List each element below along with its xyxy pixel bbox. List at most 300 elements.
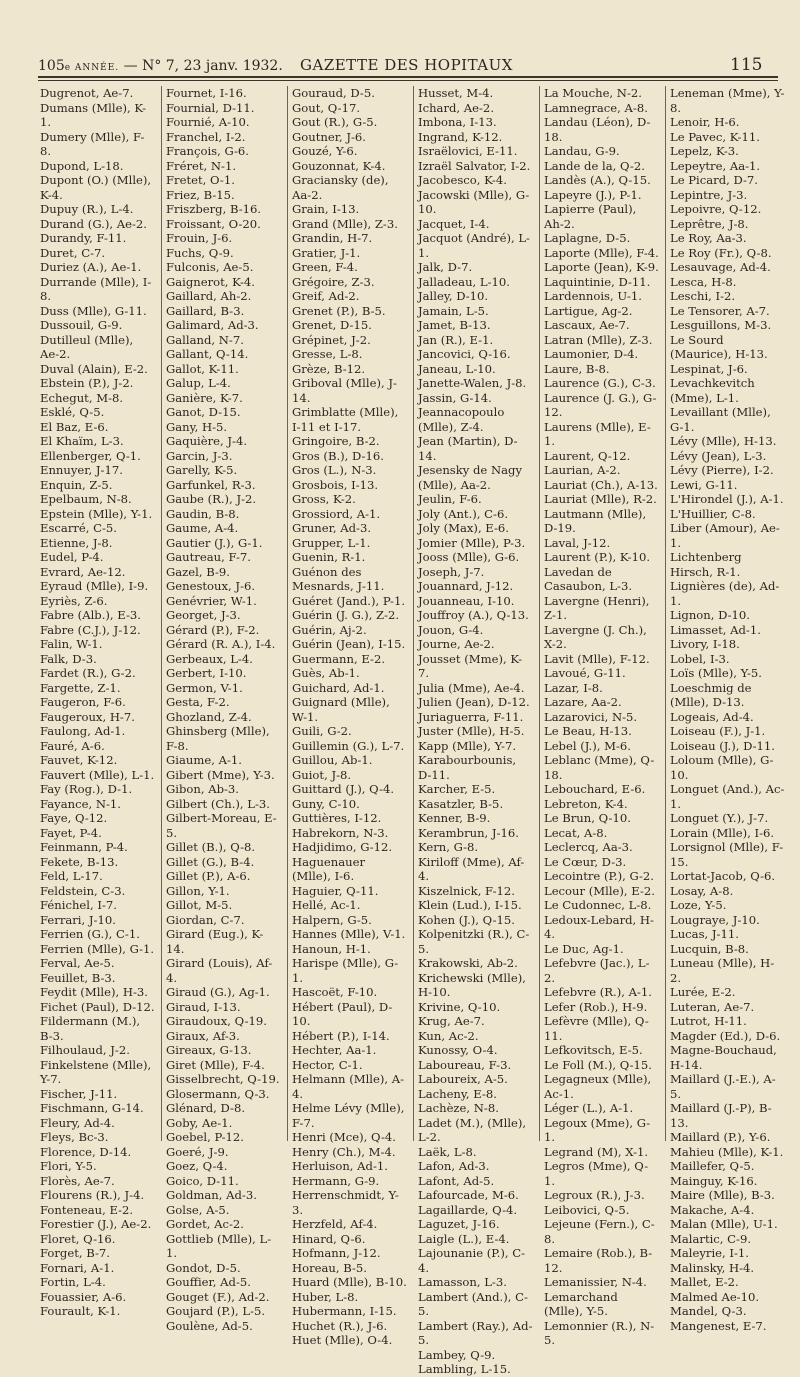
index-entry: Lautmann (Mlle), D-19.	[544, 506, 647, 535]
index-entry: Gillet (B.), Q-8.	[166, 840, 256, 854]
index-entry: Lejeune (Fern.), C-8.	[544, 1217, 655, 1246]
index-entry: Laurence (G.), C-3.	[544, 376, 656, 390]
index-entry: Gaquière, J-4.	[166, 434, 248, 448]
index-entry: Hubermann, I-15.	[292, 1304, 397, 1318]
index-entry: Kern, G-8.	[418, 840, 479, 854]
index-entry: Hechter, Aa-1.	[292, 1043, 377, 1057]
index-entry: Gallot, K-11.	[166, 361, 239, 376]
index-entry: Mahieu (Mlle), K-1.	[670, 1144, 784, 1159]
index-entry: Esklé, Q-5.	[40, 405, 105, 419]
index-entry: Lapeyre (J.), P-1.	[544, 187, 642, 202]
index-entry: Laboureau, F-3.	[418, 1057, 512, 1072]
index-entry: Lorain (Mlle), I-6.	[670, 825, 775, 840]
index-entry: Jomier (Mlle), P-3.	[418, 535, 526, 550]
index-entry: Goby, Ae-1.	[166, 1115, 233, 1130]
index-entry: Feinmann, P-4.	[40, 840, 128, 854]
index-entry: Malartic, C-9.	[670, 1231, 752, 1246]
index-entry: Feldstein, C-3.	[40, 883, 126, 898]
index-entry: Gresse, L-8.	[292, 347, 363, 361]
index-entry: Huet (Mlle), O-4.	[292, 1333, 393, 1347]
index-entry: Gilbert-Moreau, E-5.	[166, 811, 277, 840]
index-entry: Goldman, Ad-3.	[166, 1188, 257, 1202]
index-entry: Janeau, L-10.	[418, 361, 496, 376]
index-entry: Hascoët, F-10.	[292, 985, 378, 999]
index-entry: Le Cœur, D-3.	[544, 854, 627, 869]
index-entry: Lévy (Jean), L-3.	[670, 448, 767, 463]
index-entry: El Khaïm, L-3.	[40, 434, 124, 448]
index-entry: Escarré, C-5.	[40, 521, 117, 535]
index-entry: Ferrien (Mlle), G-1.	[40, 941, 155, 956]
index-entry: Lardennois, U-1.	[544, 289, 642, 303]
index-entry: Guenin, R-1.	[292, 550, 366, 564]
index-entry: Loeschmig de (Mlle), D-13.	[670, 680, 752, 709]
index-entry: Gesta, F-2.	[166, 695, 230, 709]
index-entry: Lorsignol (Mlle), F-15.	[670, 840, 784, 869]
index-entry: Fornari, A-1.	[40, 1260, 115, 1275]
index-entry: Gros (B.), D-16.	[292, 448, 384, 463]
index-entry: Le Tensorer, A-7.	[670, 303, 770, 318]
index-entry: Lutrot, H-11.	[670, 1014, 747, 1028]
index-entry: Gouget (F.), Ad-2.	[166, 1289, 270, 1304]
index-entry: Grégoire, Z-3.	[292, 274, 375, 289]
index-entry: Giraux, Af-3.	[166, 1028, 240, 1043]
index-entry: Echegut, M-8.	[40, 390, 124, 405]
index-entry: Lafont, Ad-5.	[418, 1173, 495, 1188]
index-entry: Lafon, Ad-3.	[418, 1159, 490, 1173]
index-entry: Le Roy (Fr.), Q-8.	[670, 245, 772, 260]
index-entry: Mallet, E-2.	[670, 1275, 739, 1289]
column-separator	[539, 86, 540, 1141]
index-entry: Lavergne (Henri), Z-1.	[544, 593, 650, 622]
index-entry: L'Hirondel (J.), A-1.	[670, 492, 784, 506]
index-entry: Harispe (Mlle), G-1.	[292, 956, 399, 985]
index-entry: Flourens (R.), J-4.	[40, 1188, 145, 1202]
index-entry: Ledoux-Lebard, H-4.	[544, 912, 654, 941]
index-entry: Joseph, J-7.	[418, 564, 485, 579]
index-entry: Israëlovici, E-11.	[418, 144, 518, 158]
index-entry: Fleury, Ad-4.	[40, 1115, 115, 1130]
index-entry: Jouon, G-4.	[418, 622, 484, 637]
index-entry: Husset, M-4.	[418, 86, 494, 100]
index-entry: Janette-Walen, J-8.	[418, 376, 527, 390]
index-entry: Laurence (J. G.), G-12.	[544, 390, 657, 419]
index-entry: Lascaux, Ae-7.	[544, 318, 630, 332]
index-entry: Laure, B-8.	[544, 361, 610, 376]
index-entry: Landau, G-9.	[544, 144, 620, 158]
index-entry: Graciansky (de), Aa-2.	[292, 173, 389, 202]
index-entry: Galup, L-4.	[166, 376, 231, 390]
index-entry: Lavit (Mlle), F-12.	[544, 651, 650, 666]
index-entry: Malinsky, H-4.	[670, 1260, 755, 1275]
index-entry: Hanoun, H-1.	[292, 941, 371, 956]
index-entry: Loze, Y-5.	[670, 898, 727, 912]
index-entry: Ganot, D-15.	[166, 405, 241, 419]
index-entry: Enquin, Z-5.	[40, 477, 113, 492]
index-entry: Fauré, A-6.	[40, 738, 105, 753]
index-entry: Leprêtre, J-8.	[670, 216, 749, 231]
index-entry: Le Pavec, K-11.	[670, 129, 760, 144]
index-entry: Loiseau (J.), D-11.	[670, 738, 775, 753]
index-entry: Guiot, J-8.	[292, 767, 352, 782]
index-entry: Fortin, L-4.	[40, 1275, 106, 1289]
index-entry: Giret (Mlle), F-4.	[166, 1057, 265, 1072]
index-entry: Lévy (Mlle), H-13.	[670, 434, 777, 448]
index-entry: Laporte (Mlle), F-4.	[544, 245, 659, 260]
index-entry: Laporte (Jean), K-9.	[544, 260, 659, 274]
index-entry: Lebel (J.), M-6.	[544, 738, 631, 753]
index-entry: Guérin (Jean), I-15.	[292, 637, 406, 651]
index-entry: Gratier, J-1.	[292, 245, 361, 260]
index-entry: Jousset (Mme), K-7.	[418, 651, 523, 680]
index-entry: Klein (Lud.), I-15.	[418, 898, 522, 912]
index-entry: Galimard, Ad-3.	[166, 318, 259, 332]
index-entry: Guillemin (G.), L-7.	[292, 738, 405, 753]
index-entry: Laboureix, A-5.	[418, 1072, 508, 1086]
index-entry: Feydit (Mlle), H-3.	[40, 985, 148, 999]
index-entry: Gérard (P.), F-2.	[166, 622, 260, 637]
index-entry: Hinard, Q-6.	[292, 1231, 366, 1246]
index-entry: Grossiord, A-1.	[292, 506, 381, 521]
index-entry: Gordet, Ac-2.	[166, 1217, 244, 1231]
index-entry: Fouassier, A-6.	[40, 1289, 127, 1304]
index-entry: Galland, N-7.	[166, 332, 244, 347]
index-entry: Jacobesco, K-4.	[418, 173, 507, 187]
index-entry: Laquintinie, D-11.	[544, 274, 651, 289]
index-entry: Guéret (Jand.), P-1.	[292, 593, 406, 608]
index-entry: Landès (A.), Q-15.	[544, 173, 651, 187]
column-separator	[287, 86, 288, 1141]
index-entry: Izraël Salvator, I-2.	[418, 158, 531, 173]
index-entry: Fournié, A-10.	[166, 115, 250, 129]
index-entry: Herrenschmidt, Y-3.	[292, 1188, 399, 1217]
index-entry: Fargette, Z-1.	[40, 680, 121, 695]
index-entry: Jacquet, I-4.	[418, 216, 490, 231]
index-entry: Jan (R.), E-1.	[418, 332, 494, 347]
index-entry: Dupont (O.) (Mlle), K-4.	[40, 173, 152, 202]
index-entry: Laigle (L.), E-4.	[418, 1231, 510, 1246]
index-entry: Helme Lévy (Mlle), F-7.	[292, 1101, 405, 1130]
index-entry: Gérard (R. A.), I-4.	[166, 637, 276, 651]
index-entry: Maleyrie, I-1.	[670, 1246, 749, 1260]
index-entry: Ladet (M.), (Mlle), L-2.	[418, 1115, 527, 1144]
index-entry: Guittard (J.), Q-4.	[292, 782, 395, 796]
index-entry: Garfunkel, R-3.	[166, 477, 256, 492]
index-entry: Glénard, D-8.	[166, 1101, 246, 1115]
index-entry: Grenet, D-15.	[292, 318, 372, 332]
index-entry: Ennuyer, J-17.	[40, 463, 123, 477]
index-entry: Fabre (C.J.), J-12.	[40, 622, 141, 637]
index-entry: Fischmann, G-14.	[40, 1101, 144, 1115]
index-entry: Hébert (P.), I-14.	[292, 1028, 390, 1043]
index-entry: Gerbeaux, L-4.	[166, 651, 253, 666]
index-column-3	[292, 86, 407, 1347]
index-entry: Gross, K-2.	[292, 492, 356, 506]
index-entry: Jeannacopoulo (Mlle), Z-4.	[418, 405, 505, 434]
index-entry: Laguzet, J-16.	[418, 1217, 500, 1231]
index-entry: Guili, G-2.	[292, 724, 352, 738]
index-entry: Fauvet, K-12.	[40, 753, 118, 767]
index-entry: Fauvert (Mlle), L-1.	[40, 767, 155, 782]
index-entry: Fayet, P-4.	[40, 825, 102, 840]
index-entry: Lauriat (Mlle), R-2.	[544, 492, 657, 506]
index-entry: Le Foll (M.), Q-15.	[544, 1057, 652, 1072]
index-entry: Lobel, I-3.	[670, 651, 730, 666]
index-entry: Gallant, Q-14.	[166, 347, 249, 361]
index-entry: Haguier, Q-11.	[292, 883, 379, 898]
index-entry: Genestoux, J-6.	[166, 579, 256, 593]
index-entry: Forget, B-7.	[40, 1246, 110, 1260]
index-entry: Kiszelnick, F-12.	[418, 883, 515, 898]
index-entry: Leschi, I-2.	[670, 289, 736, 303]
index-entry: Faugeroux, H-7.	[40, 709, 135, 724]
index-entry: Joly (Ant.), C-6.	[418, 506, 509, 521]
index-entry: Gruner, Ad-3.	[292, 521, 372, 535]
index-entry: Laurian, A-2.	[544, 463, 621, 477]
header-rule-thin	[38, 80, 778, 81]
index-entry: Luneau (Mlle), H-2.	[670, 956, 775, 985]
index-entry: Leneman (Mme), Y-8.	[670, 86, 785, 115]
page-header	[0, 0, 800, 80]
index-entry: Le Brun, Q-10.	[544, 811, 631, 825]
index-entry: Limasset, Ad-1.	[670, 622, 761, 637]
index-entry: Lichtenberg Hirsch, R-1.	[670, 550, 742, 579]
index-entry: Faugeron, F-6.	[40, 695, 126, 709]
index-entry: Juriaguerra, F-11.	[418, 709, 524, 724]
index-entry: Liber (Amour), Ae-1.	[670, 521, 780, 550]
index-entry: Grenet (P.), B-5.	[292, 303, 386, 318]
index-entry: Lurée, E-2.	[670, 985, 736, 999]
index-entry: Lignon, D-10.	[670, 608, 750, 622]
index-entry: Feld, L-17.	[40, 869, 103, 883]
index-entry: Habrekorn, N-3.	[292, 825, 389, 840]
index-entry: Durand (G.), Ae-2.	[40, 216, 147, 231]
index-entry: Fuchs, Q-9.	[166, 245, 234, 260]
index-entry: Gireaux, G-13.	[166, 1043, 252, 1057]
index-entry: Gibert (Mme), Y-3.	[166, 767, 275, 782]
index-entry: François, G-6.	[166, 144, 249, 158]
index-entry: Lefebvre (R.), A-1.	[544, 985, 652, 999]
index-entry: Durrande (Mlle), I-8.	[40, 274, 152, 303]
index-entry: Faulong, Ad-1.	[40, 724, 126, 738]
index-entry: Epstein (Mlle), Y-1.	[40, 506, 153, 521]
index-entry: Lespinat, J-6.	[670, 361, 748, 376]
index-entry: Fretet, O-1.	[166, 173, 235, 187]
index-entry: Legroux (R.), J-3.	[544, 1188, 645, 1202]
index-entry: Magder (Ed.), D-6.	[670, 1028, 781, 1043]
index-entry: Laumonier, D-4.	[544, 347, 639, 361]
index-entry: Girard (Louis), Af-4.	[166, 956, 273, 985]
index-entry: Gouzé, Y-6.	[292, 144, 358, 158]
index-entry: Lecour (Mlle), E-2.	[544, 883, 655, 898]
index-entry: Golse, A-5.	[166, 1202, 230, 1217]
index-entry: Fardet (R.), G-2.	[40, 666, 136, 680]
index-entry: Lambey, Q-9.	[418, 1347, 496, 1362]
index-entry: Hofmann, J-12.	[292, 1246, 381, 1260]
issue-number: — N° 7, 23 janv. 1932.	[123, 58, 283, 74]
index-entry: Friszberg, B-16.	[166, 202, 262, 216]
index-entry: Goujard (P.), L-5.	[166, 1304, 266, 1318]
index-entry: Gilbert (Ch.), L-3.	[166, 796, 270, 811]
index-entry: Hébert (Paul), D-10.	[292, 999, 393, 1028]
index-entry: Mangenest, E-7.	[670, 1318, 767, 1333]
index-entry: Ghozland, Z-4.	[166, 709, 252, 724]
index-entry: Kohen (J.), Q-15.	[418, 912, 515, 927]
index-entry: Garcin, J-3.	[166, 448, 233, 463]
index-entry: Fénichel, I-7.	[40, 898, 117, 912]
index-entry: Le Roy, Aa-3.	[670, 231, 747, 245]
index-entry: Le Duc, Ag-1.	[544, 941, 624, 956]
index-entry: Lavergne (J. Ch.), X-2.	[544, 622, 647, 651]
index-entry: Lesguillons, M-3.	[670, 318, 772, 332]
index-entry: Kasatzler, B-5.	[418, 796, 504, 811]
index-entry: Evrard, Ae-12.	[40, 564, 126, 579]
index-entry: Grandin, H-7.	[292, 231, 373, 245]
index-entry: Makache, A-4.	[670, 1202, 755, 1217]
index-entry: Grosbois, I-13.	[292, 477, 379, 492]
index-entry: Lewi, G-11.	[670, 477, 738, 492]
index-entry: Etienne, J-8.	[40, 535, 113, 550]
index-entry: Goebel, P-12.	[166, 1130, 244, 1144]
index-entry: Laurent, Q-12.	[544, 448, 631, 463]
index-entry: Gaillard, Ah-2.	[166, 289, 252, 303]
index-entry: Gaignerot, K-4.	[166, 274, 255, 289]
index-entry: Lamnegrace, A-8.	[544, 100, 648, 115]
index-entry: Franchel, I-2.	[166, 129, 246, 144]
index-entry: Lecat, A-8.	[544, 825, 608, 840]
index-entry: Giordan, C-7.	[166, 912, 245, 927]
index-entry: Hermann, G-9.	[292, 1173, 380, 1188]
column-separator	[413, 86, 414, 1141]
index-entry: Logeais, Ad-4.	[670, 709, 754, 724]
index-entry: Grèze, B-12.	[292, 361, 366, 376]
index-entry: Journe, Ae-2.	[418, 637, 495, 651]
index-entry: Lemaire (Rob.), B-12.	[544, 1246, 653, 1275]
index-entry: Mainguy, K-16.	[670, 1173, 758, 1188]
index-entry: Giraud, I-13.	[166, 999, 241, 1014]
index-column-1	[40, 86, 155, 1318]
index-entry: Gouraud, D-5.	[292, 86, 375, 100]
index-entry: Malmed Ae-10.	[670, 1289, 760, 1304]
index-entry: Landau (Léon), D-18.	[544, 115, 651, 144]
index-entry: Eyraud (Mlle), I-9.	[40, 579, 149, 593]
index-entry: Julia (Mme), Ae-4.	[418, 680, 525, 695]
index-entry: Lepoivre, Q-12.	[670, 202, 762, 216]
index-entry: Lambert (And.), C-5.	[418, 1289, 528, 1318]
index-entry: Dumery (Mlle), F-8.	[40, 129, 145, 158]
index-entry: Guérin, Aj-2.	[292, 622, 367, 637]
index-entry: Guérin (J. G.), Z-2.	[292, 608, 400, 622]
index-entry: Gros (L.), N-3.	[292, 463, 377, 477]
index-column-6	[670, 86, 785, 1333]
index-entry: Lortat-Jacob, Q-6.	[670, 869, 776, 883]
index-entry: Laplagne, D-5.	[544, 231, 631, 245]
index-entry: Maire (Mlle), B-3.	[670, 1188, 775, 1202]
index-entry: Fildermann (M.), B-3.	[40, 1014, 141, 1043]
index-entry: Ganière, K-7.	[166, 390, 243, 405]
index-entry: Guès, Ab-1.	[292, 666, 360, 680]
index-entry: Fonteneau, E-2.	[40, 1202, 134, 1217]
index-entry: Ghinsberg (Mlle), F-8.	[166, 724, 270, 753]
index-entry: Gautreau, F-7.	[166, 550, 251, 564]
index-entry: Georget, J-3.	[166, 608, 241, 622]
index-entry: Loïs (Mlle), Y-5.	[670, 666, 762, 680]
index-entry: Grépinet, J-2.	[292, 332, 371, 347]
index-entry: Lesca, H-8.	[670, 274, 737, 289]
index-entry: Ferval, Ae-5.	[40, 956, 115, 970]
index-entry: Lartigue, Ag-2.	[544, 303, 633, 318]
index-entry: Fabre (Alb.), E-3.	[40, 608, 141, 622]
index-entry: Falin, W-1.	[40, 637, 103, 651]
index-entry: Guénon des Mesnards, J-11.	[292, 564, 385, 593]
index-entry: Gringoire, B-2.	[292, 434, 380, 448]
index-entry: Maillefer, Q-5.	[670, 1159, 755, 1173]
index-entry: Lacheny, E-8.	[418, 1086, 497, 1101]
index-entry: Leibovici, Q-5.	[544, 1202, 630, 1217]
index-entry: Lesauvage, Ad-4.	[670, 260, 771, 274]
index-entry: Kerambrun, J-16.	[418, 825, 519, 840]
index-entry: Fréret, N-1.	[166, 158, 237, 173]
index-column-2	[166, 86, 281, 1333]
index-entry: Durandy, F-11.	[40, 231, 127, 245]
index-entry: Krichewski (Mlle), H-10.	[418, 970, 526, 999]
index-entry: Lazar, I-8.	[544, 680, 603, 695]
index-entry: Fay (Rog.), D-1.	[40, 782, 133, 796]
index-entry: Gazel, B-9.	[166, 564, 230, 579]
index-entry: Horeau, B-5.	[292, 1260, 367, 1275]
index-entry: Loloum (Mlle), G-10.	[670, 753, 774, 782]
index-entry: Ferrien (G.), C-1.	[40, 927, 140, 941]
index-entry: Lévy (Pierre), I-2.	[670, 463, 774, 477]
index-entry: Juster (Mlle), H-5.	[418, 724, 525, 738]
index-entry: Friez, B-15.	[166, 187, 235, 202]
index-entry: Legrand (M), X-1.	[544, 1144, 649, 1159]
index-entry: Lemanissier, N-4.	[544, 1275, 647, 1289]
index-entry: Dussouil, G-9.	[40, 318, 123, 332]
index-entry: Kunossy, O-4.	[418, 1043, 498, 1057]
index-entry: Girard (Eug.), K-14.	[166, 927, 264, 956]
index-entry: Fleys, Bc-3.	[40, 1130, 109, 1144]
index-entry: Glosermann, Q-3.	[166, 1086, 270, 1101]
index-entry: Lemonnier (R.), N-5.	[544, 1318, 655, 1347]
index-entry: Herzfeld, Af-4.	[292, 1217, 378, 1231]
index-entry: Laval, J-12.	[544, 535, 611, 550]
index-entry: Guignard (Mlle), W-1.	[292, 695, 390, 724]
index-entry: Kolpenitzki (R.), C-5.	[418, 927, 530, 956]
index-entry: Giaume, A-1.	[166, 753, 242, 767]
index-entry: Mandel, Q-3.	[670, 1304, 747, 1318]
index-entry: Garelly, K-5.	[166, 463, 238, 477]
index-entry: Julien (Jean), D-12.	[418, 695, 530, 709]
index-entry: Jesensky de Nagy (Mlle), Aa-2.	[418, 463, 522, 492]
index-entry: Lauriat (Ch.), A-13.	[544, 477, 658, 492]
index-entry: Lougraye, J-10.	[670, 912, 760, 927]
index-entry: Giraudoux, Q-19.	[166, 1014, 267, 1028]
index-entry: Faye, Q-12.	[40, 811, 108, 825]
index-entry: Giraud (G.), Ag-1.	[166, 985, 270, 999]
index-entry: Lavedan de Casaubon, L-3.	[544, 564, 633, 593]
index-entry: Magne-Bouchaud, H-14.	[670, 1043, 777, 1072]
index-entry: Laurens (Mlle), E-1.	[544, 419, 651, 448]
index-entry: Kenner, B-9.	[418, 811, 491, 825]
index-entry: Lepelz, K-3.	[670, 144, 739, 158]
index-entry: Lepintre, J-3.	[670, 187, 748, 202]
index-entry: Jouannard, J-12.	[418, 579, 514, 593]
index-entry: Eyriès, Z-6.	[40, 593, 108, 608]
index-entry: Jamet, B-13.	[418, 318, 491, 332]
page-number: 115	[730, 55, 763, 75]
index-entry: Fekete, B-13.	[40, 854, 119, 869]
index-entry: Imbona, I-13.	[418, 115, 497, 129]
